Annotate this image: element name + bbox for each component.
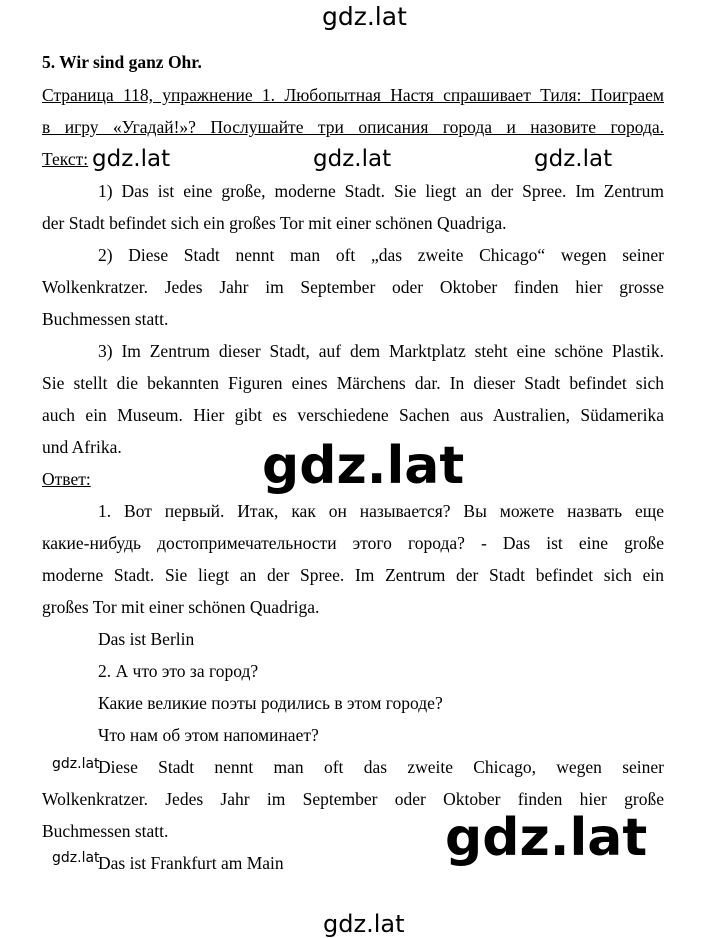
watermark-top: gdz.lat (322, 2, 407, 31)
answer-line: großes Tor mit einer schönen Quadriga. (42, 597, 320, 617)
watermark: gdz.lat (534, 146, 613, 172)
text-line: der Stadt befindet sich ein großes Tor mit einer schönen Quadriga. (42, 213, 507, 233)
text-line: Wolkenkratzer. Jedes Jahr im September oder Oktober finden hier grosse (42, 277, 664, 297)
text-label: Текст: (42, 149, 89, 169)
answer-line: Buchmessen statt. (42, 821, 169, 841)
watermark-bottom: gdz.lat (323, 910, 405, 938)
text-line: und Afrika. (42, 437, 122, 457)
text-line: Buchmessen statt. (42, 309, 169, 329)
watermark-small: gdz.lat (52, 756, 100, 772)
watermark-large: gdz.lat (445, 808, 648, 868)
answer-city: Das ist Frankfurt am Main (98, 853, 284, 873)
text-line: 3) Im Zentrum dieser Stadt, auf dem Marktplatz steht eine schöne Plastik. (98, 341, 664, 361)
answer-line: 1. Вот первый. Итак, как он называется? Вы можете назвать еще (98, 501, 664, 521)
watermark: gdz.lat (313, 146, 392, 172)
task-line: Страница 118, упражнение 1. Любопытная Настя спрашивает Тиля: Поиграем (42, 85, 664, 105)
text-line: Sie stellt die bekannten Figuren eines Märchens dar. In dieser Stadt befindet sich (42, 373, 664, 393)
answer-line: Wolkenkratzer. Jedes Jahr im September oder Oktober finden hier große (42, 789, 664, 809)
answer-line: Diese Stadt nennt man oft das zweite Chicago, wegen seiner (98, 757, 664, 777)
text-line: auch ein Museum. Hier gibt es verschiedene Sachen aus Australien, Südamerika (42, 405, 664, 425)
text-line: 1) Das ist eine große, moderne Stadt. Sie liegt an der Spree. Im Zentrum (98, 181, 664, 201)
text-line: 2) Diese Stadt nennt man oft „das zweite Chicago“ wegen seiner (98, 245, 664, 265)
answer-line: Какие великие поэты родились в этом городе? (98, 693, 443, 713)
answer-line: 2. А что это за город? (98, 661, 259, 681)
answer-line: Что нам об этом напоминает? (98, 725, 319, 745)
answer-line: moderne Stadt. Sie liegt an der Spree. Im Zentrum der Stadt befindet sich ein (42, 565, 664, 585)
answer-city: Das ist Berlin (98, 629, 195, 649)
answer-label: Ответ: (42, 469, 91, 489)
watermark-small: gdz.lat (52, 850, 100, 866)
watermark-large: gdz.lat (262, 436, 465, 496)
watermark: gdz.lat (92, 146, 171, 172)
exercise-heading: 5. Wir sind ganz Ohr. (42, 52, 202, 72)
task-line: в игру «Угадай!»? Послушайте три описания города и назовите города. (42, 117, 664, 137)
answer-line: какие-нибудь достопримечательности этого города? - Das ist eine große (42, 533, 664, 553)
